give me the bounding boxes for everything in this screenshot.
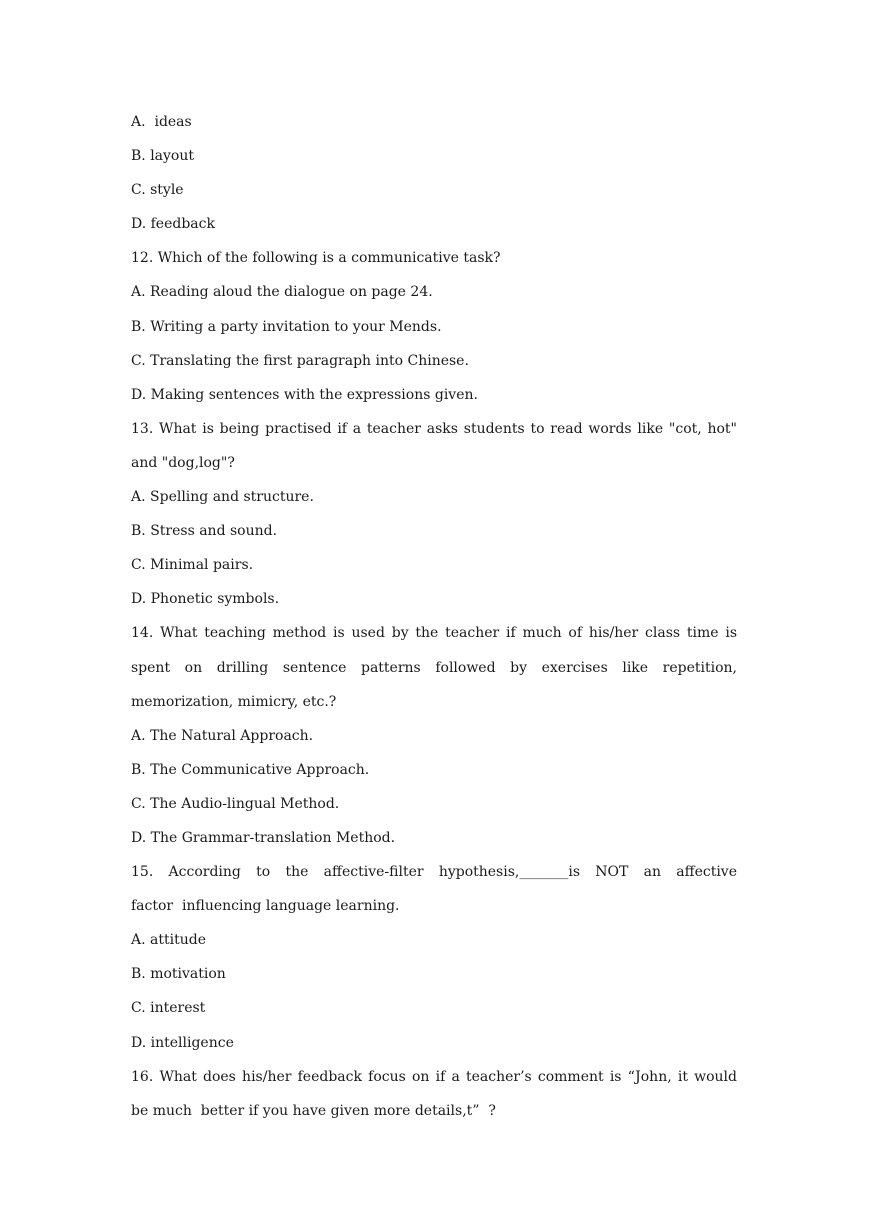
- q14-option-b: B. The Communicative Approach.: [131, 761, 370, 778]
- question-15-line-2: factor influencing language learning.: [131, 898, 400, 915]
- option-b-layout: B. layout: [131, 148, 194, 165]
- question-13-line-1: 13. What is being practised if a teacher asks students to read words like "cot, hot": [131, 420, 737, 437]
- question-14-line-2: spent on drilling sentence patterns followed by exercises like repetition,: [131, 659, 737, 676]
- q13-option-c: C. Minimal pairs.: [131, 557, 254, 574]
- q13-option-d: D. Phonetic symbols.: [131, 591, 280, 608]
- question-14-line-1: 14. What teaching method is used by the teacher if much of his/her class time is: [131, 625, 737, 642]
- q13-option-a: A. Spelling and structure.: [131, 489, 314, 506]
- q14-option-c: C. The Audio-lingual Method.: [131, 795, 340, 812]
- question-14-line-3: memorization, mimicry, etc.?: [131, 693, 337, 710]
- q14-option-d: D. The Grammar-translation Method.: [131, 829, 396, 846]
- question-13-line-2: and "dog,log"?: [131, 454, 235, 471]
- q12-option-d: D. Making sentences with the expressions given.: [131, 386, 478, 403]
- option-a-ideas: A. ideas: [131, 114, 192, 130]
- q15-option-b: B. motivation: [131, 966, 226, 983]
- option-d-feedback: D. feedback: [131, 216, 215, 233]
- q14-option-a: A. The Natural Approach.: [131, 727, 314, 744]
- question-16-line-2: be much better if you have given more details,t” ?: [131, 1102, 496, 1119]
- option-c-style: C. style: [131, 182, 184, 199]
- page-content: [131, 105, 737, 1128]
- q13-option-b: B. Stress and sound.: [131, 523, 278, 540]
- question-12: 12. Which of the following is a communicative task?: [131, 250, 501, 267]
- q12-option-c: C. Translating the first paragraph into Chinese.: [131, 352, 469, 369]
- question-16-line-1: 16. What does his/her feedback focus on if a teacher’s comment is “John, it would: [131, 1068, 737, 1085]
- q12-option-b: B. Writing a party invitation to your Mends.: [131, 318, 442, 335]
- q15-option-a: A. attitude: [131, 932, 206, 949]
- q15-option-c: C. interest: [131, 1000, 206, 1017]
- q15-option-d: D. intelligence: [131, 1034, 234, 1051]
- q12-option-a: A. Reading aloud the dialogue on page 24.: [131, 284, 433, 301]
- question-15-line-1: 15. According to the affective-filter hypothesis,_______is NOT an affective: [131, 864, 737, 881]
